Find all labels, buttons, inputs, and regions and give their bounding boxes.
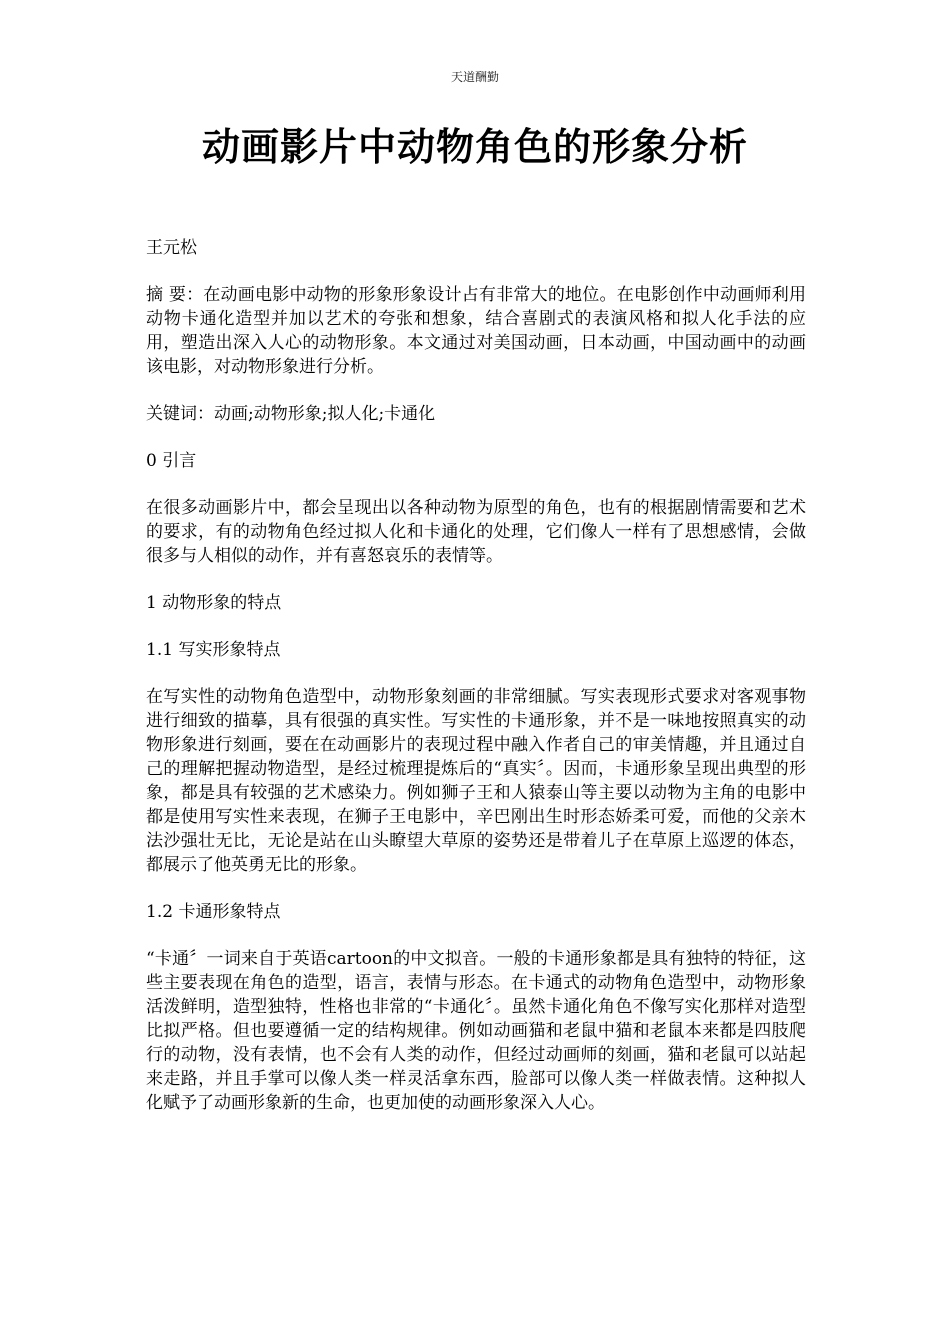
section-heading-introduction: 0 引言 — [146, 451, 197, 471]
cartoon-paragraph: “卡通〞一词来自于英语cartoon的中文拟音。一般的卡通形象都是具有独特的特征，这些主要表现在角色的造型，语言，表情与形态。在卡通式的动物角色造型中，动物形象活泼鲜明，造型独特，性格也非常的“卡通化〞。虽然卡通化角色不像写实化那样对造型比拟严格。但也要遵循一定的结构规律。例如动画猫和老鼠中猫和老鼠本来都是四肢爬行的动物，没有表情，也不会有人类的动作，但经过动画师的刻画，猫和老鼠可以站起来走路，并且手掌可以像人类一样灵活拿东西，脸部可以像人类一样做表情。这种拟人化赋予了动画形象新的生命，也更加使的动画形象深入人心。 — [146, 949, 806, 1113]
subsection-heading-cartoon: 1.2 卡通形象特点 — [146, 902, 281, 922]
abstract-paragraph: 摘 要：在动画电影中动物的形象形象设计占有非常大的地位。在电影创作中动画师利用动物卡通化造型并加以艺术的夸张和想象，结合喜剧式的表演风格和拟人化手法的应用，塑造出深入人心的动物形象。本文通过对美国动画，日本动画，中国动画中的动画该电影，对动物形象进行分析。 — [146, 285, 806, 377]
author-name: 王元松 — [146, 238, 197, 258]
realistic-paragraph: 在写实性的动物角色造型中，动物形象刻画的非常细腻。写实表现形式要求对客观事物进行细致的描摹，具有很强的真实性。写实性的卡通形象，并不是一味地按照真实的动物形象进行刻画，要在在动画影片的表现过程中融入作者自己的审美情趣，并且通过自己的理解把握动物造型，是经过梳理提炼后的“真实〞。因而，卡通形象呈现出典型的形象，都是具有较强的艺术感染力。例如狮子王和人猿泰山等主要以动物为主角的电影中都是使用写实性来表现，在狮子王电影中，辛巴刚出生时形态娇柔可爱，而他的父亲木法沙强壮无比，无论是站在山头瞭望大草原的姿势还是带着儿子在草原上巡逻的体态，都展示了他英勇无比的形象。 — [146, 687, 806, 875]
page-header: 天道酬勤 — [450, 70, 499, 84]
document-title: 动画影片中动物角色的形象分析 — [201, 124, 748, 169]
document-body — [146, 236, 806, 1138]
section-heading-features: 1 动物形象的特点 — [146, 593, 282, 613]
introduction-paragraph: 在很多动画影片中，都会呈现出以各种动物为原型的角色，也有的根据剧情需要和艺术的要求，有的动物角色经过拟人化和卡通化的处理，它们像人一样有了思想感情，会做很多与人相似的动作，并有喜怒哀乐的表情等。 — [146, 498, 806, 566]
keywords-line: 关键词：动画;动物形象;拟人化;卡通化 — [146, 404, 436, 424]
subsection-heading-realistic: 1.1 写实形象特点 — [146, 640, 281, 660]
